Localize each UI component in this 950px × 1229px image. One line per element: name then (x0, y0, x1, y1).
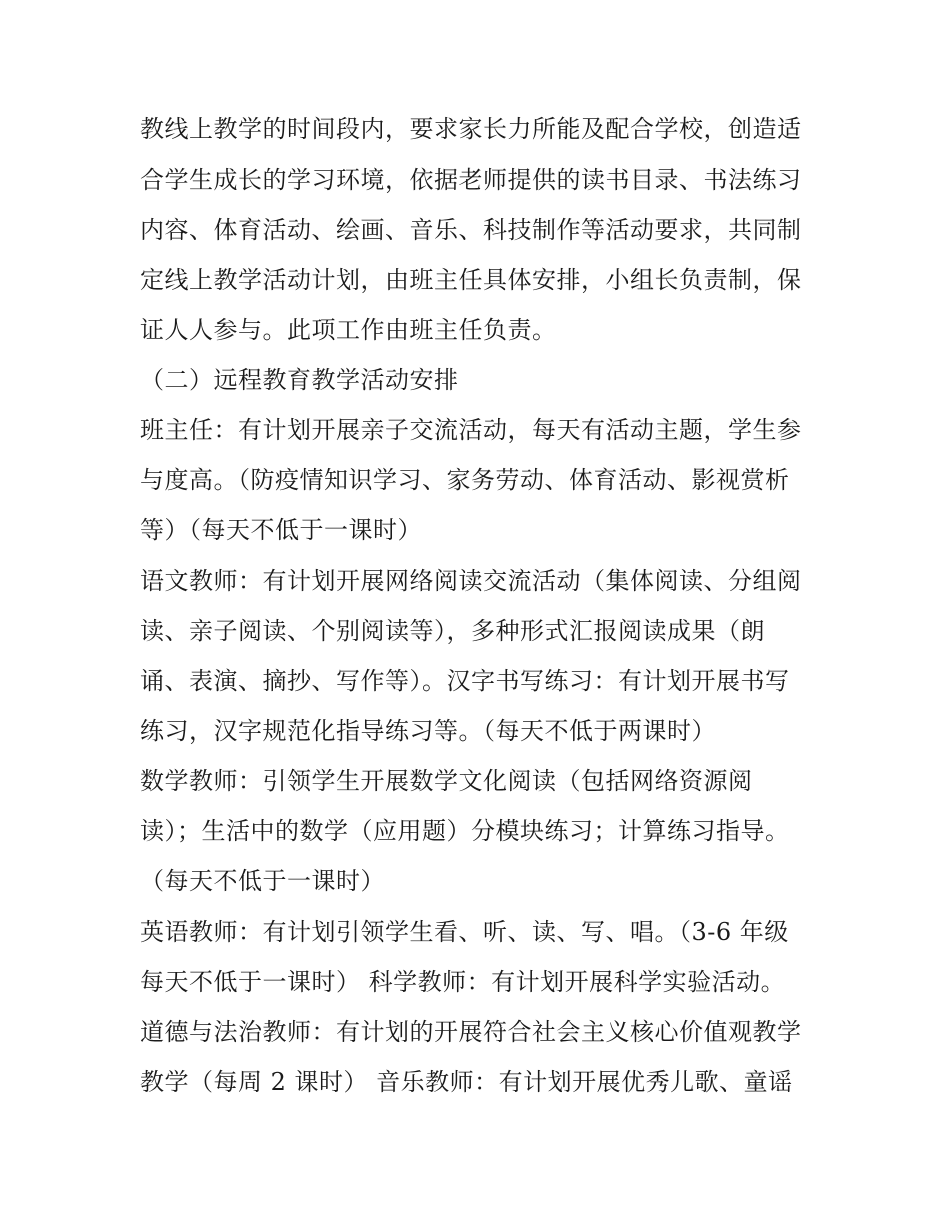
text-line: 练习，汉字规范化指导练习等。（每天不低于两课时） (140, 717, 716, 745)
text-line: 合学生成长的学习环境，依据老师提供的读书目录、书法练习 (140, 166, 802, 194)
text-line: 道德与法治教师：有计划的开展符合社会主义核心价值观教学 (140, 1018, 802, 1046)
text-line: 英语教师：有计划引领学生看、听、读、写、唱。（3-6 年级 (140, 918, 789, 946)
text-line: 诵、表演、摘抄、写作等）。汉字书写练习：有计划开展书写 (140, 667, 790, 695)
text-line: （每天不低于一课时） (140, 867, 385, 895)
section-heading: （二）远程教育教学活动安排 (140, 366, 459, 394)
text-line: 语文教师：有计划开展网络阅读交流活动（集体阅读、分组阅 (140, 567, 802, 595)
text-line: 教学（每周 2 课时） 音乐教师：有计划开展优秀儿歌、童谣 (140, 1068, 793, 1096)
text-line: 读）；生活中的数学（应用题）分模块练习；计算练习指导。 (140, 817, 790, 845)
text-line: 每天不低于一课时） 科学教师：有计划开展科学实验活动。 (140, 968, 786, 996)
text-line: 数学教师：引领学生开展数学文化阅读（包括网络资源阅 (140, 767, 753, 795)
text-line: 等）（每天不低于一课时） (140, 516, 422, 544)
text-line: 内容、体育活动、绘画、音乐、科技制作等活动要求，共同制 (140, 216, 802, 244)
text-line: 证人人参与。此项工作由班主任负责。 (140, 316, 557, 344)
text-line: 班主任：有计划开展亲子交流活动，每天有活动主题，学生参 (140, 416, 802, 444)
text-line: 教线上教学的时间段内，要求家长力所能及配合学校，创造适 (140, 115, 802, 143)
text-line: 与度高。（防疫情知识学习、家务劳动、体育活动、影视赏析 (140, 466, 790, 494)
text-line: 定线上教学活动计划，由班主任具体安排，小组长负责制，保 (140, 266, 802, 294)
text-line: 读、亲子阅读、个别阅读等），多种形式汇报阅读成果（朗 (140, 617, 765, 645)
